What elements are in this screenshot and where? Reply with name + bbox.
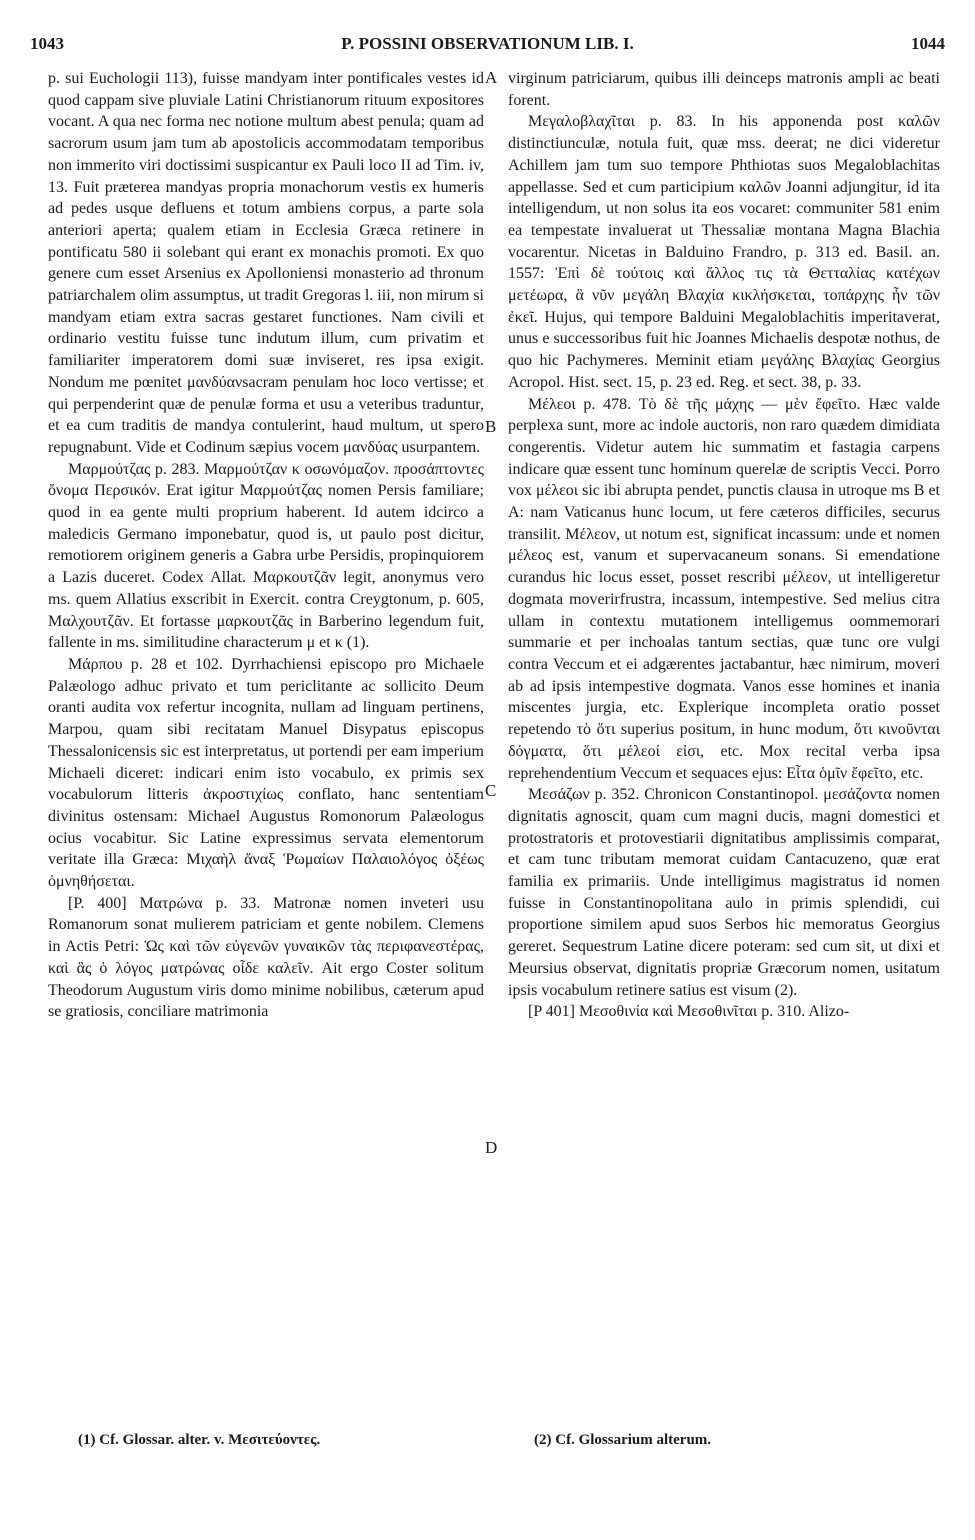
footnotes — [48, 1432, 940, 1456]
right-column — [508, 68, 940, 1408]
right-paragraph-3: Μέλεοι p. 478. Τὸ δὲ τῆς μάχης — μὲν ἔφεῖτο. Hæc valde perplexa sunt, more ac indole auctoris, non raro quædem dimidiata congerentis. Videtur autem hic summatim et fastagia carpens indicare quæ essent tunc hominum querelæ de scriptis Vecci. Porro vox μέλεοι sic ibi abrupta pendet, punctis clausa in utroque ms B et A: nam Vaticanus hunc locum, ut fere cæteros difficiles, securus transilit. Μέλεον, ut notum est, significat incassum: unde et nomen μέλεος est, vanum et supervacaneum sonans. Si emendatione curandus hic locus esset, posset rescribi μέλεον, ut intelligeretur dogmata moverirfrustra, incassum, intempestive. Sed melius citra ullam in contextu mutationem intelligemus oommemorari summarie et per inchoalas tantum sectias, quæ tunc ore vulgi contra Veccum et ei adgærentes jactabantur, hæc nimirum, moveri ab ad ipsis intempestive dogmata. Vanos esse homines et inania miscentes jurgia, etc. Explerique incompleta oratio posset repetendo τὸ ὅτι superius positum, in hunc modum, ὅτι κινοῦνται δόγματα, ὅτι μέλεοί εἰσι, etc. Mox recital verba ipsa reprehendentium Veccum et sequaces ejus: Εἶτα ὁμῖν ἔφεῖτο, etc. — [508, 395, 940, 782]
footnote-1: (1) Cf. Glossar. alter. v. Μεσιτεύοντες. — [78, 1432, 321, 1448]
page-number-right: 1044 — [911, 34, 945, 53]
margin-marker-d: D — [485, 1138, 498, 1157]
page-number-left: 1043 — [30, 34, 64, 53]
right-paragraph-1: virginum patriciarum, quibus illi deinceps matronis ampli ac beati forent. — [508, 70, 940, 109]
margin-marker-b: B — [485, 417, 497, 436]
left-paragraph-4: [P. 400] Ματρώνα p. 33. Matronæ nomen inveteri usu Romanorum sonat mulierem patriciam et gente nobilem. Clemens in Actis Petri: Ὡς καὶ τῶν εὐγενῶν γυναικῶν τὰς περιφανεστέρας, καὶ ἃς ὁ λόγος ματρώνας οἶδε καλεῖν. Ait ergo Coster solitum Theodorum Augustum viris domo minime nobilibus, cæterum apud se gratiosis, conciliare matrimonia — [48, 894, 484, 1021]
running-title: P. POSSINI OBSERVATIONUM LIB. I. — [341, 34, 634, 53]
margin-marker-c: C — [485, 781, 497, 800]
footnote-2: (2) Cf. Glossarium alterum. — [534, 1432, 712, 1448]
page-header — [30, 34, 945, 58]
right-paragraph-5: [P 401] Μεσοθινία καὶ Μεσοθινῖται p. 310. Alizo- — [528, 1003, 850, 1021]
left-paragraph-3: Μάρπου p. 28 et 102. Dyrrhachiensi episcopo pro Michaele Palæologo adhuc privato et tum periclitante ac sollicito Deum oranti audita vox refertur incognita, nullam ad linguam pertinens, Marpou, quam sibi recitatam Manuel Disypatus episcopus Thessalonicensis sic est interpretatus, ut portendi per eam imperium Michaeli diceret: indicari enim isto vocabulo, ex primis sex vocabulorum litteris ἀκροστιχίως conflato, hanc sententiam divinitus ostensam: Michael Augustus Romonorum Palæologus ocius vocabitur. Sic Latine expressimus servata elementorum veritate illa Græca: Μιχαὴλ ἄναξ Ῥωμαίων Παλαιολόγος ὀξέως ὀμνηθήσεται. — [48, 655, 484, 891]
margin-marker-a: A — [485, 68, 498, 87]
right-paragraph-2: Μεγαλοβλαχῖται p. 83. In his apponenda post καλῶν distinctiunculæ, notula fuit, quæ mss. deerat; ne dici videretur Achillem jam tum suo tempore Phthiotas suos Megaloblachitas appellasse. Sed et cum participium καλῶν Joanni adjungitur, id ita intelligendum, ut non solus ita eos vocaret: communiter 581 enim ea tempestate invaluerat ut Thessaliæ montana Magna Blachia vocarentur. Nicetas in Balduino Frandro, p. 313 ed. Basil. an. 1557: Ἐπὶ δὲ τούτοις καὶ ἄλλος τις τὰ Θετταλίας κατέχων μετέωρα, ἃ νῦν μεγάλη Βλαχία κικλήσκεται, τοπάρχης ἦν τῶν ἐκεῖ. Hujus, qui tempore Balduini Megaloblachitis imperitaverat, unus e successoribus fuit hic Joannes Michaelis despotæ nothus, de quo hic Pachymeres. Meminit etiam μεγάλης Βλαχίας Georgius Acropol. Hist. sect. 15, p. 23 ed. Reg. et sect. 38, p. 33. — [508, 113, 940, 391]
right-paragraph-4: Μεσάζων p. 352. Chronicon Constantinopol. μεσάζοντα nomen dignitatis agnoscit, quam cum magni ducis, magni domestici et protostratoris et protovestiarii dignitatibus amplissimis comparat, et cam tunc tributam memorat cuidam Cantacuzeno, quæ erat familia ex primariis. Unde intelligimus magistratus id nomen fuisse in Constantinopolitana aulo in primis splendidi, cui proportione similem apud suos Serbos hic memoratus Georgius gereret. Sequestrum Latine dicere poteram: sed cum sit, ut dixi et Meursius observat, dignitatis propriæ Græcorum nomen, usitatum ipsis vocabulum retinere satius est visum (2). — [508, 786, 940, 999]
left-column — [48, 68, 484, 1408]
left-paragraph-1: p. sui Euchologii 113), fuisse mandyam inter pontificales vestes id quod cappam sive pluviale Latini Christianorum rituum expositores vocant. A qua nec forma nec notione multum abest penula; quam ad sacrorum usum jam tum ab apostolicis accommodatam temporibus non immerito viri doctissimi suspicantur ex Pauli loco II ad Tim. iv, 13. Fuit præterea mandyas propria monachorum vestis ex humeris ad pedes usque defluens et totum ambiens corpus, a parte sola anteriori aperta; qualem etiam in Ecclesia Græca retinere in pontificatu 580 ii solebant qui erant ex monachis promoti. Ex quo genere cum esset Arsenius ex Apolloniensi monasterio ad thronum patriarchalem olim assumptus, ut tradit Gregoras l. iii, non mirum si mandyam etiam extra sacras gestaret functiones. Nam civili et ordinario vestitu fuisse tunc indutum illum, cum privatim et familiariter imperatorem domi suæ inviseret, res ipsa exigit. Nondum me pœnitet μανδύανsacram penulam hoc loco vertisse; et qui perpenderint quæ de penulæ forma et usu a veteribus traduntur, et ea cum traditis de mandya contulerint, haud multum, ut spero repugnabunt. Vide et Codinum sæpius vocem μανδύας usurpantem. — [48, 70, 484, 456]
left-paragraph-2: Μαρμούτζας p. 283. Μαρμούτζαν κ οσωνόμαζον. προσάπτοντες ὄνομα Περσικόν. Erat igitur Μαρμούτζας nomen Persis familiare; quod in ea gente multi proprium haberent. Id autem idcirco a maledicis Germano imponebatur, quod is, ut paulo post dicitur, remotiorem originem generis a Gabra urbe Persidis, propinquiorem a Lazis duceret. Codex Allat. Μαρκουτζᾶν legit, anonymus vero ms. quem Allatius exscribit in Exercit. contra Creygtonum, p. 605, Μαλχουτζᾶν. Et fortasse μαρκουτζᾶς in Barberino legendum fuit, fallente in ms. similitudine characterum μ et κ (1). — [48, 460, 484, 652]
